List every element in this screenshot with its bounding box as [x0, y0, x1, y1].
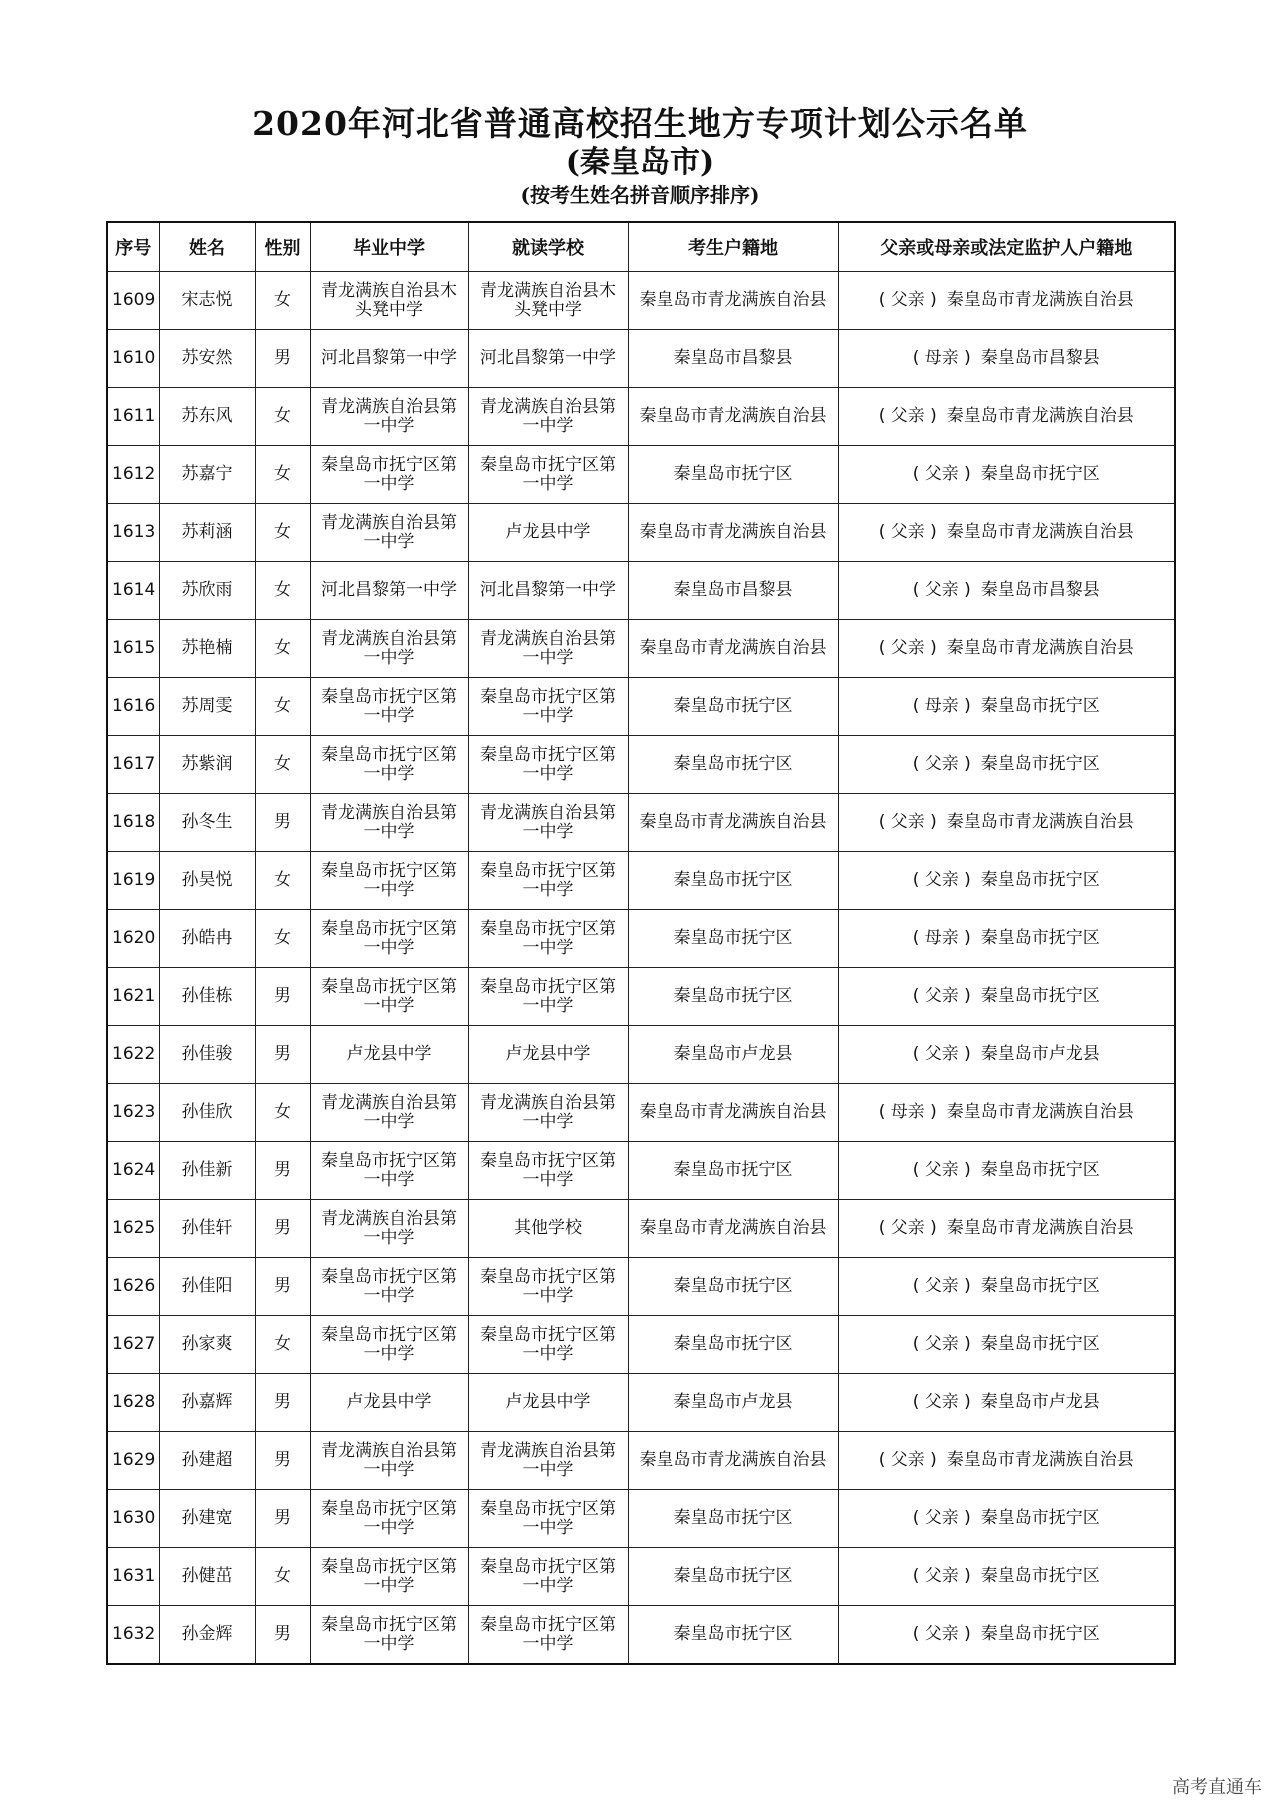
row-name: 孙佳轩 [159, 1200, 255, 1258]
guardian-hukou: 秦皇岛市青龙满族自治县 [946, 638, 1134, 658]
row-gender: 女 [255, 678, 310, 736]
row-grad-school: 青龙满族自治县木头凳中学 [310, 272, 468, 330]
guardian-hukou: 秦皇岛市青龙满族自治县 [946, 812, 1134, 832]
row-name: 孙建超 [159, 1432, 255, 1490]
row-hukou: 秦皇岛市卢龙县 [628, 1374, 838, 1432]
row-current-school: 秦皇岛市抚宁区第一中学 [468, 678, 628, 736]
row-gender: 女 [255, 272, 310, 330]
row-gender: 女 [255, 388, 310, 446]
col-header-name: 姓名 [159, 222, 255, 272]
row-hukou: 秦皇岛市抚宁区 [628, 678, 838, 736]
row-no: 1625 [107, 1200, 159, 1258]
row-name: 苏艳楠 [159, 620, 255, 678]
row-grad-school: 河北昌黎第一中学 [310, 330, 468, 388]
row-grad-school: 秦皇岛市抚宁区第一中学 [310, 968, 468, 1026]
row-current-school: 河北昌黎第一中学 [468, 562, 628, 620]
row-no: 1620 [107, 910, 159, 968]
row-guardian [838, 678, 1175, 736]
row-name: 苏莉涵 [159, 504, 255, 562]
table-row [107, 1374, 1175, 1432]
row-guardian [838, 330, 1175, 388]
guardian-relation: ( 父亲 ) [912, 754, 971, 774]
row-hukou: 秦皇岛市抚宁区 [628, 736, 838, 794]
guardian-hukou: 秦皇岛市青龙满族自治县 [946, 1218, 1134, 1238]
row-name: 孙佳阳 [159, 1258, 255, 1316]
row-grad-school: 秦皇岛市抚宁区第一中学 [310, 1606, 468, 1665]
row-hukou: 秦皇岛市抚宁区 [628, 1490, 838, 1548]
row-current-school: 青龙满族自治县木头凳中学 [468, 272, 628, 330]
guardian-relation: ( 父亲 ) [912, 986, 971, 1006]
row-grad-school: 秦皇岛市抚宁区第一中学 [310, 852, 468, 910]
row-grad-school: 秦皇岛市抚宁区第一中学 [310, 1316, 468, 1374]
guardian-relation: ( 母亲 ) [912, 696, 971, 716]
row-gender: 男 [255, 330, 310, 388]
row-guardian [838, 1258, 1175, 1316]
roster-table [106, 221, 1176, 1665]
row-name: 孙建宽 [159, 1490, 255, 1548]
region-subtitle: (秦皇岛市) [565, 145, 715, 180]
row-grad-school: 秦皇岛市抚宁区第一中学 [310, 910, 468, 968]
row-hukou: 秦皇岛市抚宁区 [628, 968, 838, 1026]
row-grad-school: 卢龙县中学 [310, 1026, 468, 1084]
row-no: 1612 [107, 446, 159, 504]
table-row [107, 678, 1175, 736]
row-no: 1617 [107, 736, 159, 794]
guardian-hukou: 秦皇岛市青龙满族自治县 [946, 1102, 1134, 1122]
row-no: 1632 [107, 1606, 159, 1665]
row-guardian [838, 910, 1175, 968]
row-guardian [838, 736, 1175, 794]
row-grad-school: 青龙满族自治县第一中学 [310, 794, 468, 852]
guardian-hukou: 秦皇岛市青龙满族自治县 [946, 522, 1134, 542]
row-gender: 女 [255, 736, 310, 794]
table-row [107, 736, 1175, 794]
row-current-school: 秦皇岛市抚宁区第一中学 [468, 1142, 628, 1200]
table-row [107, 330, 1175, 388]
row-current-school: 青龙满族自治县第一中学 [468, 620, 628, 678]
row-gender: 男 [255, 794, 310, 852]
guardian-hukou: 秦皇岛市青龙满族自治县 [946, 406, 1134, 426]
row-guardian [838, 1432, 1175, 1490]
guardian-hukou: 秦皇岛市抚宁区 [980, 464, 1100, 484]
table-row [107, 446, 1175, 504]
row-grad-school: 青龙满族自治县第一中学 [310, 1084, 468, 1142]
guardian-hukou: 秦皇岛市抚宁区 [980, 1276, 1100, 1296]
row-no: 1619 [107, 852, 159, 910]
row-hukou: 秦皇岛市青龙满族自治县 [628, 388, 838, 446]
row-gender: 男 [255, 968, 310, 1026]
row-grad-school: 秦皇岛市抚宁区第一中学 [310, 1490, 468, 1548]
row-guardian [838, 562, 1175, 620]
table-row [107, 910, 1175, 968]
row-no: 1626 [107, 1258, 159, 1316]
row-current-school: 秦皇岛市抚宁区第一中学 [468, 736, 628, 794]
guardian-hukou: 秦皇岛市昌黎县 [980, 348, 1100, 368]
row-hukou: 秦皇岛市昌黎县 [628, 562, 838, 620]
guardian-relation: ( 父亲 ) [912, 580, 971, 600]
row-name: 苏安然 [159, 330, 255, 388]
table-row [107, 1142, 1175, 1200]
row-guardian [838, 1490, 1175, 1548]
row-name: 孙佳栋 [159, 968, 255, 1026]
guardian-hukou: 秦皇岛市抚宁区 [980, 1566, 1100, 1586]
guardian-hukou: 秦皇岛市青龙满族自治县 [946, 1450, 1134, 1470]
row-hukou: 秦皇岛市青龙满族自治县 [628, 1200, 838, 1258]
row-current-school: 卢龙县中学 [468, 1374, 628, 1432]
row-name: 孙佳欣 [159, 1084, 255, 1142]
guardian-relation: ( 父亲 ) [912, 1566, 971, 1586]
row-name: 孙佳新 [159, 1142, 255, 1200]
guardian-hukou: 秦皇岛市抚宁区 [980, 1160, 1100, 1180]
table-row [107, 504, 1175, 562]
row-current-school: 秦皇岛市抚宁区第一中学 [468, 968, 628, 1026]
row-gender: 男 [255, 1374, 310, 1432]
row-name: 苏欣雨 [159, 562, 255, 620]
row-no: 1613 [107, 504, 159, 562]
watermark: 高考直通车 [1172, 1777, 1262, 1798]
table-row [107, 1490, 1175, 1548]
row-gender: 男 [255, 1490, 310, 1548]
row-no: 1611 [107, 388, 159, 446]
guardian-relation: ( 父亲 ) [878, 812, 937, 832]
row-hukou: 秦皇岛市青龙满族自治县 [628, 620, 838, 678]
guardian-relation: ( 父亲 ) [912, 870, 971, 890]
table-row [107, 968, 1175, 1026]
row-name: 宋志悦 [159, 272, 255, 330]
row-hukou: 秦皇岛市抚宁区 [628, 1316, 838, 1374]
guardian-hukou: 秦皇岛市抚宁区 [980, 696, 1100, 716]
roster-body [107, 272, 1175, 1665]
row-current-school: 青龙满族自治县第一中学 [468, 388, 628, 446]
row-guardian [838, 388, 1175, 446]
table-row [107, 1026, 1175, 1084]
row-no: 1623 [107, 1084, 159, 1142]
guardian-hukou: 秦皇岛市抚宁区 [980, 870, 1100, 890]
row-hukou: 秦皇岛市卢龙县 [628, 1026, 838, 1084]
row-guardian [838, 1316, 1175, 1374]
row-guardian [838, 1142, 1175, 1200]
table-row [107, 1606, 1175, 1665]
row-grad-school: 秦皇岛市抚宁区第一中学 [310, 678, 468, 736]
table-row [107, 1548, 1175, 1606]
row-gender: 男 [255, 1432, 310, 1490]
guardian-hukou: 秦皇岛市抚宁区 [980, 1508, 1100, 1528]
guardian-relation: ( 父亲 ) [878, 1218, 937, 1238]
row-hukou: 秦皇岛市抚宁区 [628, 1606, 838, 1665]
row-current-school: 青龙满族自治县第一中学 [468, 794, 628, 852]
row-current-school: 其他学校 [468, 1200, 628, 1258]
guardian-relation: ( 父亲 ) [912, 1334, 971, 1354]
guardian-relation: ( 父亲 ) [878, 638, 937, 658]
row-name: 孙嘉辉 [159, 1374, 255, 1432]
row-gender: 女 [255, 852, 310, 910]
guardian-relation: ( 父亲 ) [912, 1508, 971, 1528]
guardian-hukou: 秦皇岛市抚宁区 [980, 754, 1100, 774]
col-header-current-school: 就读学校 [468, 222, 628, 272]
row-name: 苏周雯 [159, 678, 255, 736]
row-gender: 男 [255, 1258, 310, 1316]
row-grad-school: 秦皇岛市抚宁区第一中学 [310, 1258, 468, 1316]
row-grad-school: 卢龙县中学 [310, 1374, 468, 1432]
guardian-hukou: 秦皇岛市抚宁区 [980, 1334, 1100, 1354]
row-current-school: 秦皇岛市抚宁区第一中学 [468, 1316, 628, 1374]
guardian-relation: ( 父亲 ) [912, 1160, 971, 1180]
guardian-hukou: 秦皇岛市抚宁区 [980, 928, 1100, 948]
table-row [107, 272, 1175, 330]
guardian-relation: ( 父亲 ) [912, 1392, 971, 1412]
sort-note: (按考生姓名拼音顺序排序) [520, 183, 760, 207]
row-hukou: 秦皇岛市抚宁区 [628, 446, 838, 504]
row-hukou: 秦皇岛市抚宁区 [628, 1142, 838, 1200]
row-current-school: 秦皇岛市抚宁区第一中学 [468, 910, 628, 968]
row-current-school: 秦皇岛市抚宁区第一中学 [468, 446, 628, 504]
row-gender: 女 [255, 562, 310, 620]
row-current-school: 卢龙县中学 [468, 504, 628, 562]
row-hukou: 秦皇岛市青龙满族自治县 [628, 794, 838, 852]
row-no: 1609 [107, 272, 159, 330]
row-name: 孙冬生 [159, 794, 255, 852]
row-grad-school: 秦皇岛市抚宁区第一中学 [310, 446, 468, 504]
row-no: 1615 [107, 620, 159, 678]
row-grad-school: 青龙满族自治县第一中学 [310, 620, 468, 678]
table-row [107, 620, 1175, 678]
row-no: 1624 [107, 1142, 159, 1200]
row-name: 苏紫润 [159, 736, 255, 794]
row-guardian [838, 1200, 1175, 1258]
guardian-hukou: 秦皇岛市青龙满族自治县 [946, 290, 1134, 310]
row-grad-school: 秦皇岛市抚宁区第一中学 [310, 1548, 468, 1606]
document-title: 2020年河北省普通高校招生地方专项计划公示名单 [252, 104, 1028, 143]
row-gender: 女 [255, 446, 310, 504]
table-row [107, 852, 1175, 910]
guardian-relation: ( 母亲 ) [878, 1102, 937, 1122]
guardian-relation: ( 父亲 ) [878, 290, 937, 310]
row-gender: 女 [255, 1316, 310, 1374]
row-current-school: 卢龙县中学 [468, 1026, 628, 1084]
guardian-hukou: 秦皇岛市卢龙县 [980, 1392, 1100, 1412]
table-row [107, 1258, 1175, 1316]
guardian-relation: ( 母亲 ) [912, 348, 971, 368]
guardian-relation: ( 父亲 ) [912, 464, 971, 484]
row-name: 孙皓冉 [159, 910, 255, 968]
table-row [107, 388, 1175, 446]
table-row [107, 1432, 1175, 1490]
col-header-no: 序号 [107, 222, 159, 272]
row-no: 1622 [107, 1026, 159, 1084]
row-guardian [838, 852, 1175, 910]
guardian-relation: ( 父亲 ) [912, 1044, 971, 1064]
row-current-school: 青龙满族自治县第一中学 [468, 1432, 628, 1490]
row-no: 1614 [107, 562, 159, 620]
row-gender: 女 [255, 910, 310, 968]
row-hukou: 秦皇岛市抚宁区 [628, 852, 838, 910]
row-no: 1621 [107, 968, 159, 1026]
row-current-school: 秦皇岛市抚宁区第一中学 [468, 1548, 628, 1606]
row-guardian [838, 1606, 1175, 1665]
row-current-school: 秦皇岛市抚宁区第一中学 [468, 852, 628, 910]
table-row [107, 1316, 1175, 1374]
guardian-relation: ( 母亲 ) [912, 928, 971, 948]
guardian-relation: ( 父亲 ) [912, 1276, 971, 1296]
row-name: 苏嘉宁 [159, 446, 255, 504]
row-grad-school: 青龙满族自治县第一中学 [310, 388, 468, 446]
col-header-guardian-hukou: 父亲或母亲或法定监护人户籍地 [838, 222, 1175, 272]
row-grad-school: 河北昌黎第一中学 [310, 562, 468, 620]
row-guardian [838, 1548, 1175, 1606]
row-guardian [838, 794, 1175, 852]
row-no: 1627 [107, 1316, 159, 1374]
row-guardian [838, 272, 1175, 330]
row-guardian [838, 446, 1175, 504]
row-guardian [838, 504, 1175, 562]
row-hukou: 秦皇岛市青龙满族自治县 [628, 504, 838, 562]
row-hukou: 秦皇岛市抚宁区 [628, 910, 838, 968]
guardian-hukou: 秦皇岛市抚宁区 [980, 986, 1100, 1006]
row-gender: 女 [255, 504, 310, 562]
row-hukou: 秦皇岛市青龙满族自治县 [628, 272, 838, 330]
row-name: 孙金辉 [159, 1606, 255, 1665]
row-no: 1628 [107, 1374, 159, 1432]
guardian-relation: ( 父亲 ) [878, 522, 937, 542]
row-current-school: 秦皇岛市抚宁区第一中学 [468, 1606, 628, 1665]
row-gender: 男 [255, 1142, 310, 1200]
table-row [107, 794, 1175, 852]
col-header-hukou: 考生户籍地 [628, 222, 838, 272]
guardian-hukou: 秦皇岛市抚宁区 [980, 1624, 1100, 1644]
row-grad-school: 秦皇岛市抚宁区第一中学 [310, 1142, 468, 1200]
row-no: 1616 [107, 678, 159, 736]
guardian-relation: ( 父亲 ) [878, 406, 937, 426]
row-no: 1610 [107, 330, 159, 388]
row-current-school: 青龙满族自治县第一中学 [468, 1084, 628, 1142]
row-gender: 男 [255, 1606, 310, 1665]
row-hukou: 秦皇岛市抚宁区 [628, 1548, 838, 1606]
row-grad-school: 青龙满族自治县第一中学 [310, 504, 468, 562]
guardian-hukou: 秦皇岛市昌黎县 [980, 580, 1100, 600]
row-grad-school: 青龙满族自治县第一中学 [310, 1200, 468, 1258]
row-no: 1618 [107, 794, 159, 852]
row-hukou: 秦皇岛市昌黎县 [628, 330, 838, 388]
row-current-school: 河北昌黎第一中学 [468, 330, 628, 388]
row-guardian [838, 1026, 1175, 1084]
guardian-hukou: 秦皇岛市卢龙县 [980, 1044, 1100, 1064]
row-no: 1630 [107, 1490, 159, 1548]
row-no: 1629 [107, 1432, 159, 1490]
row-name: 孙健茁 [159, 1548, 255, 1606]
row-gender: 女 [255, 1548, 310, 1606]
row-gender: 女 [255, 620, 310, 678]
table-row [107, 562, 1175, 620]
table-header-row [107, 222, 1175, 272]
row-name: 苏东风 [159, 388, 255, 446]
row-grad-school: 秦皇岛市抚宁区第一中学 [310, 736, 468, 794]
row-current-school: 秦皇岛市抚宁区第一中学 [468, 1258, 628, 1316]
row-grad-school: 青龙满族自治县第一中学 [310, 1432, 468, 1490]
row-name: 孙家爽 [159, 1316, 255, 1374]
row-hukou: 秦皇岛市青龙满族自治县 [628, 1432, 838, 1490]
guardian-relation: ( 父亲 ) [912, 1624, 971, 1644]
row-guardian [838, 620, 1175, 678]
row-name: 孙昊悦 [159, 852, 255, 910]
table-row [107, 1084, 1175, 1142]
row-name: 孙佳骏 [159, 1026, 255, 1084]
row-guardian [838, 1084, 1175, 1142]
row-no: 1631 [107, 1548, 159, 1606]
row-hukou: 秦皇岛市抚宁区 [628, 1258, 838, 1316]
row-hukou: 秦皇岛市青龙满族自治县 [628, 1084, 838, 1142]
row-gender: 男 [255, 1200, 310, 1258]
col-header-grad-school: 毕业中学 [310, 222, 468, 272]
row-guardian [838, 1374, 1175, 1432]
row-gender: 男 [255, 1026, 310, 1084]
row-guardian [838, 968, 1175, 1026]
table-row [107, 1200, 1175, 1258]
row-current-school: 秦皇岛市抚宁区第一中学 [468, 1490, 628, 1548]
guardian-relation: ( 父亲 ) [878, 1450, 937, 1470]
col-header-gender: 性别 [255, 222, 310, 272]
row-gender: 女 [255, 1084, 310, 1142]
